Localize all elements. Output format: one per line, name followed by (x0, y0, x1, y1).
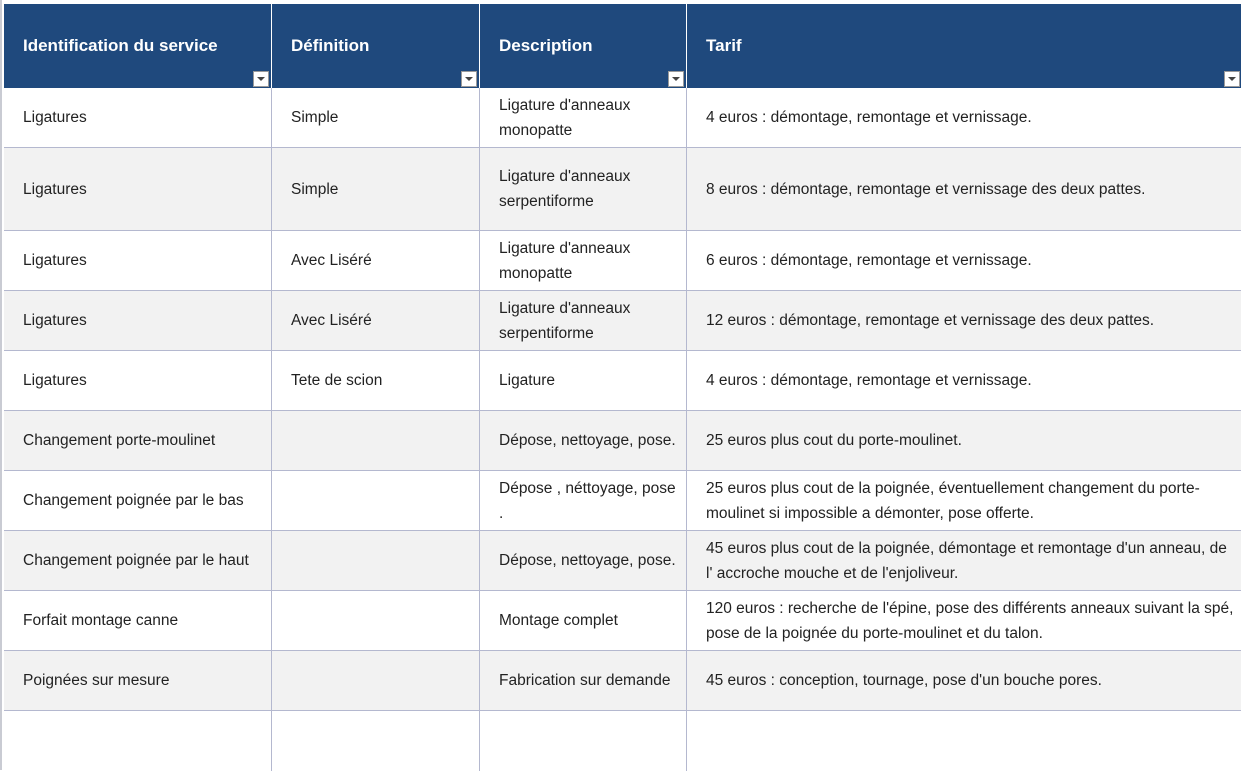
cell-definition[interactable]: Simple (272, 88, 480, 148)
cell-description[interactable]: Ligature d'anneaux monopatte (480, 231, 687, 291)
cell-tarif[interactable]: 25 euros plus cout du porte-moulinet. (687, 411, 1241, 471)
cell-service[interactable]: Ligatures (4, 231, 272, 291)
header-identification[interactable] (4, 4, 272, 88)
header-description[interactable] (480, 4, 687, 88)
cell-description[interactable]: Fabrication sur demande (480, 651, 687, 711)
cell-description[interactable]: Dépose, nettoyage, pose. (480, 411, 687, 471)
empty-cell[interactable] (272, 711, 480, 771)
cell-description[interactable]: Dépose, nettoyage, pose. (480, 531, 687, 591)
cell-tarif[interactable]: 4 euros : démontage, remontage et vernissage. (687, 351, 1241, 411)
cell-service[interactable]: Poignées sur mesure (4, 651, 272, 711)
header-definition[interactable] (272, 4, 480, 88)
cell-service[interactable]: Ligatures (4, 88, 272, 148)
empty-cell[interactable] (687, 711, 1241, 771)
cell-description[interactable]: Dépose , néttoyage, pose . (480, 471, 687, 531)
header-label: Définition (291, 36, 370, 55)
cell-tarif[interactable]: 4 euros : démontage, remontage et vernissage. (687, 88, 1241, 148)
services-table (4, 4, 1241, 771)
cell-definition[interactable] (272, 411, 480, 471)
cell-description[interactable]: Ligature (480, 351, 687, 411)
cell-definition[interactable]: Avec Liséré (272, 291, 480, 351)
cell-service[interactable]: Ligatures (4, 148, 272, 231)
cell-description[interactable]: Ligature d'anneaux monopatte (480, 88, 687, 148)
cell-definition[interactable]: Simple (272, 148, 480, 231)
header-label: Tarif (706, 36, 742, 55)
cell-tarif[interactable]: 45 euros : conception, tournage, pose d'un bouche pores. (687, 651, 1241, 711)
header-tarif[interactable] (687, 4, 1241, 88)
filter-dropdown-icon[interactable] (253, 71, 269, 87)
filter-dropdown-icon[interactable] (461, 71, 477, 87)
filter-dropdown-icon[interactable] (668, 71, 684, 87)
cell-definition[interactable]: Tete de scion (272, 351, 480, 411)
cell-service[interactable]: Ligatures (4, 291, 272, 351)
cell-definition[interactable] (272, 531, 480, 591)
cell-definition[interactable]: Avec Liséré (272, 231, 480, 291)
cell-tarif[interactable]: 12 euros : démontage, remontage et vernissage des deux pattes. (687, 291, 1241, 351)
filter-dropdown-icon[interactable] (1224, 71, 1240, 87)
header-label: Description (499, 36, 593, 55)
cell-tarif[interactable]: 8 euros : démontage, remontage et vernissage des deux pattes. (687, 148, 1241, 231)
cell-definition[interactable] (272, 651, 480, 711)
cell-definition[interactable] (272, 591, 480, 651)
header-label: Identification du service (23, 36, 218, 55)
cell-description[interactable]: Montage complet (480, 591, 687, 651)
cell-service[interactable]: Changement porte-moulinet (4, 411, 272, 471)
cell-service[interactable]: Changement poignée par le bas (4, 471, 272, 531)
empty-cell[interactable] (4, 711, 272, 771)
cell-tarif[interactable]: 6 euros : démontage, remontage et vernissage. (687, 231, 1241, 291)
empty-cell[interactable] (480, 711, 687, 771)
cell-service[interactable]: Forfait montage canne (4, 591, 272, 651)
cell-description[interactable]: Ligature d'anneaux serpentiforme (480, 291, 687, 351)
cell-service[interactable]: Ligatures (4, 351, 272, 411)
cell-tarif[interactable]: 25 euros plus cout de la poignée, éventuellement changement du porte-moulinet si impossible a démonter, pose offerte. (687, 471, 1241, 531)
cell-description[interactable]: Ligature d'anneaux serpentiforme (480, 148, 687, 231)
cell-definition[interactable] (272, 471, 480, 531)
cell-tarif[interactable]: 120 euros : recherche de l'épine, pose des différents anneaux suivant la spé, pose de la poignée du porte-moulinet et du talon. (687, 591, 1241, 651)
cell-tarif[interactable]: 45 euros plus cout de la poignée, démontage et remontage d'un anneau, de l' accroche mouche et de l'enjoliveur. (687, 531, 1241, 591)
cell-service[interactable]: Changement poignée par le haut (4, 531, 272, 591)
